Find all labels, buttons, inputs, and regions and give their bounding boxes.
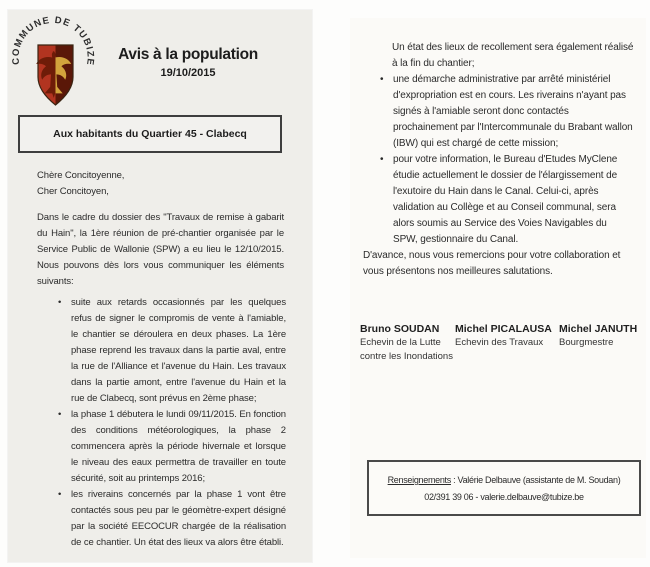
bullet-item: • pour votre information, le Bureau d'Etudes MyClene étudie actuellement le dossier de l'élargissement de l'exutoire du Hain dans le Canal. Celui-ci, après validation au Collège et au Conseil communal, sera alors soumis au Service des Voies Navigables du SPW, gestionnaire du Canal. — [380, 152, 634, 248]
signer-role-line: Bourgmestre — [559, 337, 614, 348]
document-date: 19/10/2015 — [160, 67, 216, 79]
page-2 — [350, 18, 646, 558]
contact-line-2: 02/391 39 06 - valerie.delbauve@tubize.be — [424, 492, 584, 502]
bullet-item: • une démarche administrative par arrêté ministériel d'expropriation est en cours. Les riverains n'ayant pas signés à l'amiable seront donc contactés prochainement par l'Intercommunale du Brabant wallon (IBW) qui est chargé de cette mission; — [380, 72, 634, 152]
page-title: Avis à la population — [118, 46, 258, 63]
continuation-paragraph: Un état des lieux de recollement sera également réalisé à la fin du chantier; — [392, 42, 634, 69]
signer-role-line: Echevin de la Lutte — [360, 337, 441, 348]
bullet-item: • la phase 1 débutera le lundi 09/11/2015. En fonction des conditions météorologiques, la phase 2 commencera après la période hivernale et lorsque le niveau des eaux permettra de travailler en toute sécurité, soit au printemps 2016; — [58, 407, 286, 487]
signer-name: Bruno SOUDAN — [360, 323, 440, 335]
contact-name: : Valérie Delbauve (assistante de M. Soudan) — [450, 475, 621, 485]
addressee-banner — [18, 115, 282, 153]
addressee-banner-text: Aux habitants du Quartier 45 - Clabecq — [53, 128, 247, 140]
bullet-item: • suite aux retards occasionnés par les quelques refus de signer le compromis de vente à l'amiable, le chantier se déroulera en deux phases. La 1ère phase reprend les travaux dans la partie aval, entre la rue de l'Alliance et l'avenue du Hain. Les travaux dans la partie amont, entre l'avenue du Hain et la rue de Clabecq, sont prévus en 2ème phase; — [58, 295, 286, 407]
signature-michel-picalausa — [455, 322, 552, 350]
contact-info-box — [367, 460, 641, 516]
salutation — [37, 168, 124, 200]
page-1 — [8, 10, 312, 562]
signer-role-line: contre les Inondations — [360, 351, 453, 362]
title-block — [100, 46, 276, 79]
salutation-line-2: Cher Concitoyen, — [37, 186, 109, 197]
intro-paragraph: Dans le cadre du dossier des "Travaux de remise à gabarit du Hain", la 1ère réunion de pré-chantier organisée par le Service Public de Wallonie (SPW) a eu lieu le 12/10/2015. Nous pouvons dès lors vous communiquer les éléments suivants: — [37, 212, 284, 287]
logo-arc-text: COMMUNE DE TUBIZE — [10, 14, 96, 67]
salutation-line-1: Chère Concitoyenne, — [37, 170, 125, 181]
closing-paragraph: D'avance, nous vous remercions pour votre collaboration et vous présentons nos meilleures salutations. — [363, 250, 621, 277]
contact-line-1 — [371, 472, 637, 489]
page1-bullet-list — [58, 295, 286, 551]
page2-bullet-list — [380, 72, 634, 248]
signer-name: Michel PICALAUSA — [455, 323, 552, 335]
signer-name: Michel JANUTH — [559, 323, 638, 335]
contact-label: Renseignements — [387, 475, 451, 485]
signature-bruno-soudan — [360, 322, 453, 364]
signer-role-line: Echevin des Travaux — [455, 337, 544, 348]
signature-michel-januth — [559, 322, 637, 350]
bullet-item: • les riverains concernés par la phase 1 vont être contactés sous peu par le géomètre-expert désigné par la société EECOCUR chargée de la réalisation de ce chantier. Un état des lieux va alors être établi. — [58, 487, 286, 551]
